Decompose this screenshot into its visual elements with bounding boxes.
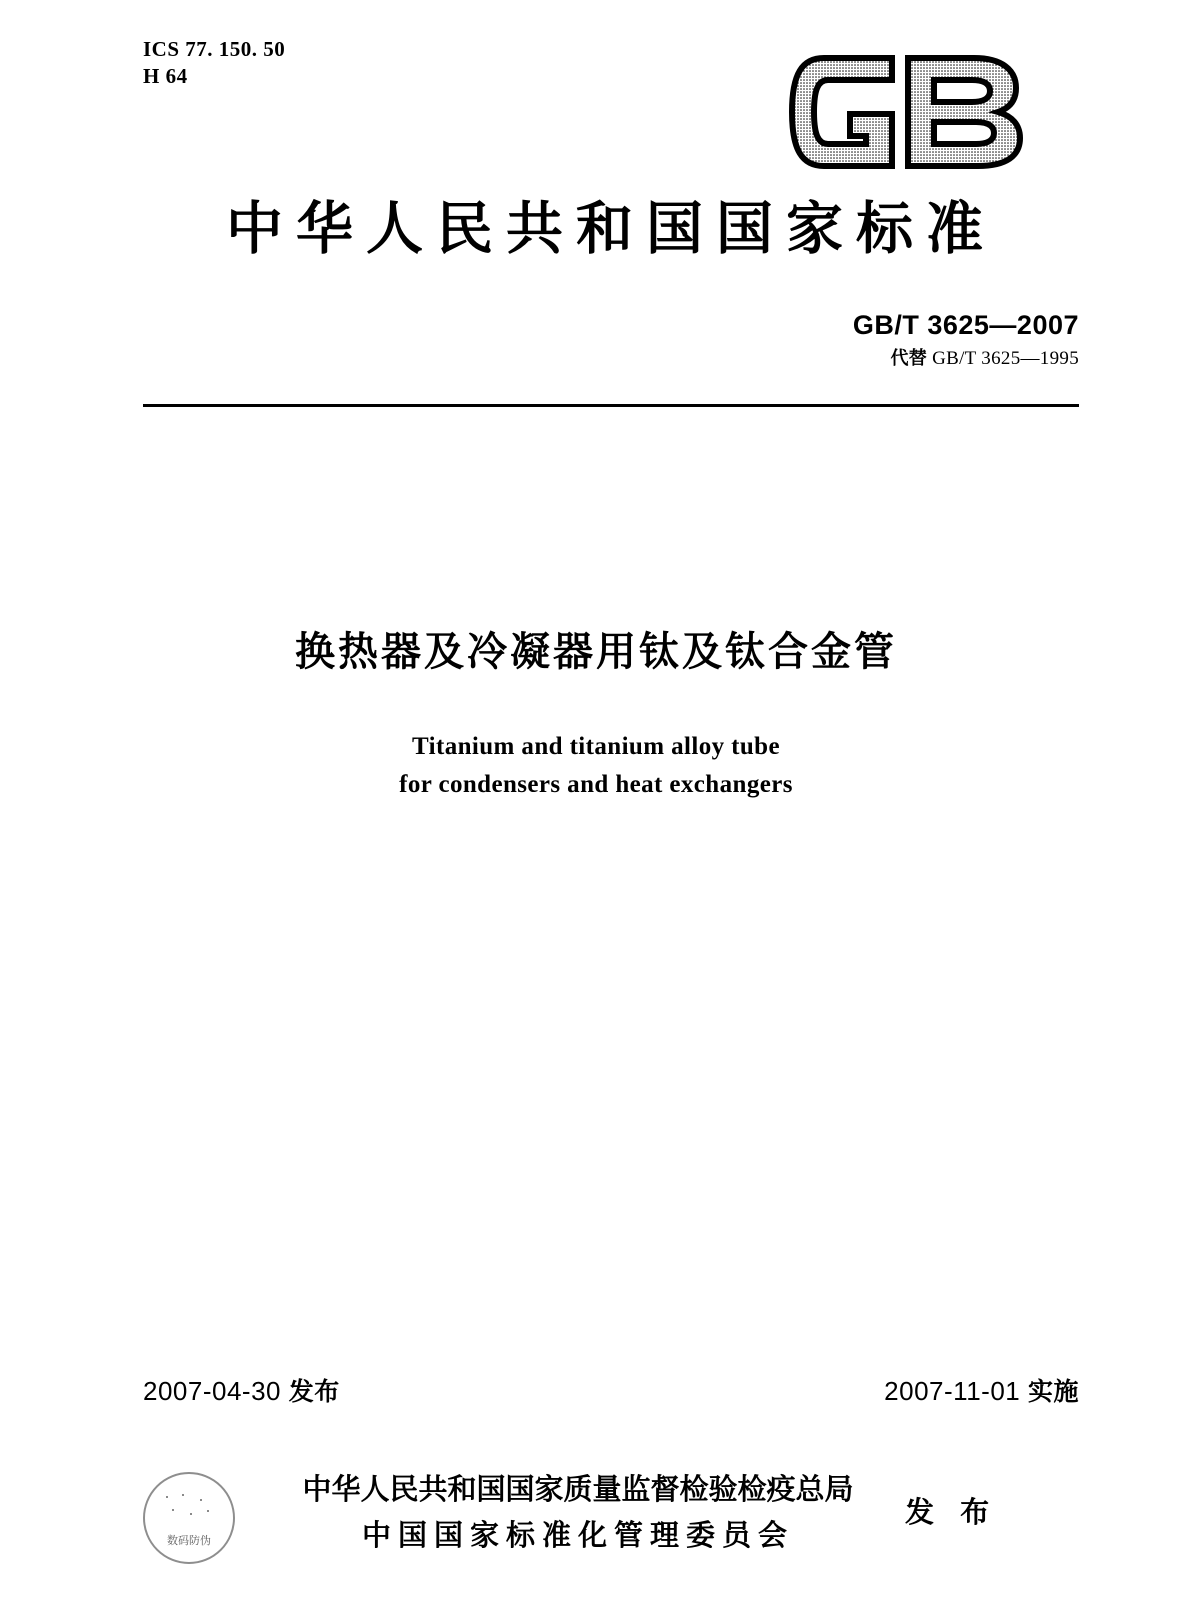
document-title-english-line2: for condensers and heat exchangers [399,771,793,798]
classification-codes [143,36,285,90]
gb-logo-icon [788,52,1030,172]
issue-date [143,1372,340,1408]
national-standard-title: 中华人民共和国国家标准 [226,196,996,262]
issuer-line-2: 中国国家标准化管理委员会 [361,1518,794,1552]
issuer-names [273,1466,883,1558]
issue-date-label: 发布 [288,1377,340,1406]
header-divider [143,404,1079,407]
seal-label: 数码防伪 [167,1534,211,1547]
issuer-line-1: 中华人民共和国国家质量监督检验检疫总局 [302,1472,854,1506]
implementation-date-value: 2007-11-01 [884,1376,1021,1406]
standard-replaces [890,344,1079,370]
document-title-chinese: 换热器及冷凝器用钛及钛合金管 [295,629,897,675]
issue-date-value: 2007-04-30 [143,1376,281,1406]
footer-issuers [143,1452,1079,1572]
document-title-english [96,728,1096,804]
implementation-date [884,1372,1079,1408]
seal-dot-pattern [161,1492,217,1526]
replaces-prefix: 代替 [890,348,928,369]
publish-label: 发 布 [905,1495,998,1529]
anti-counterfeit-seal-icon [143,1472,235,1564]
implementation-date-label: 实施 [1027,1377,1079,1406]
document-title-english-line1: Titanium and titanium alloy tube [412,733,780,760]
china-classification-code: H 64 [143,64,188,88]
ics-code: ICS 77. 150. 50 [143,37,286,61]
replaces-number: GB/T 3625—1995 [932,348,1079,369]
standard-number: GB/T 3625—2007 [852,310,1079,340]
